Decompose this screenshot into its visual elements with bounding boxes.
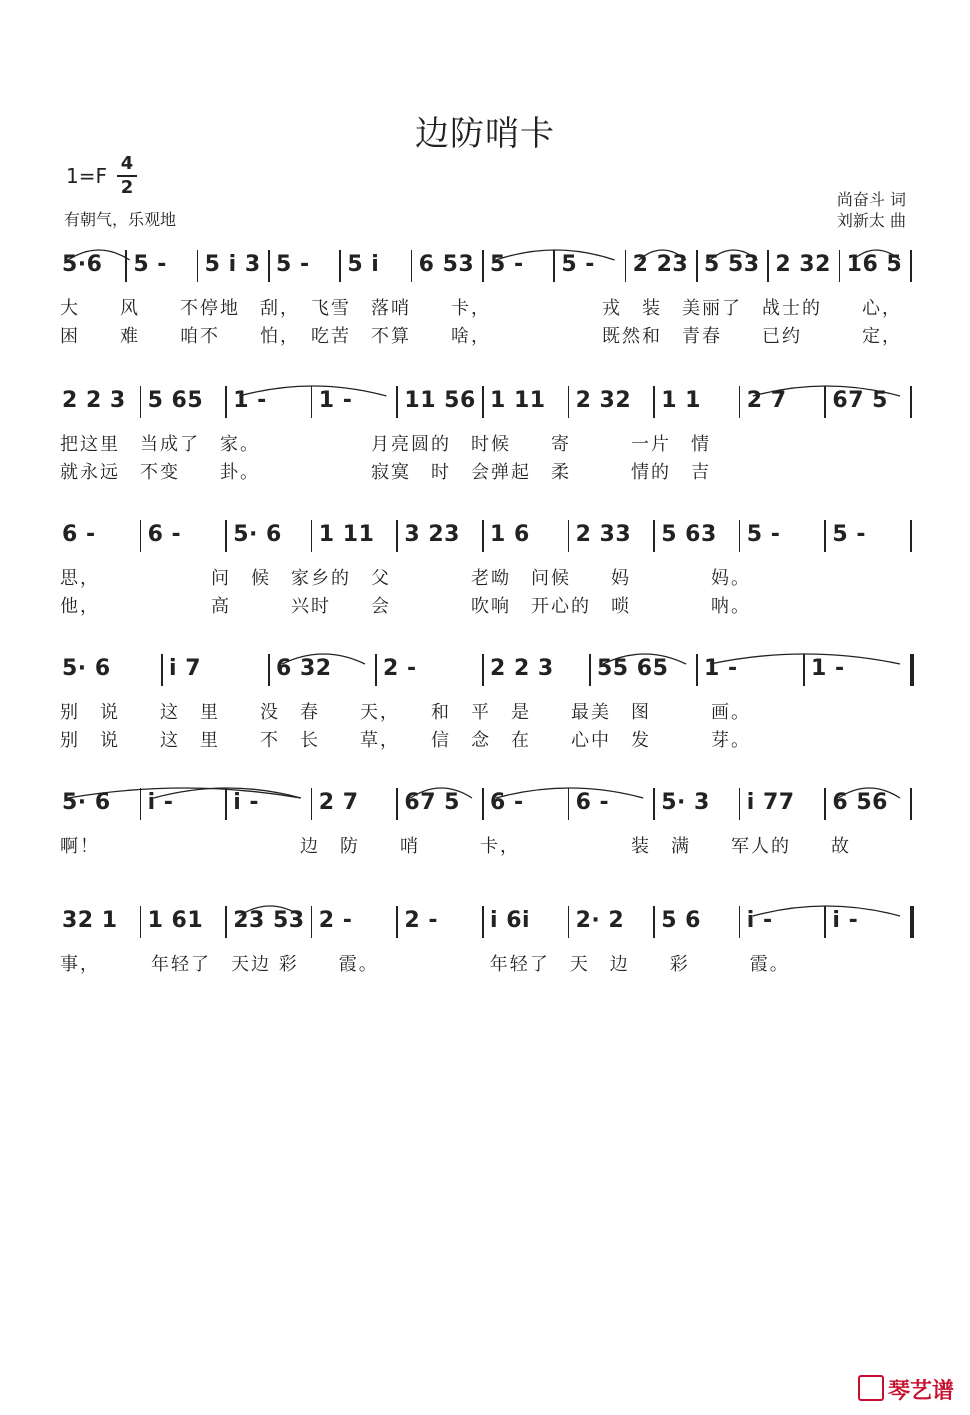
measure-notes: 5 - bbox=[561, 252, 595, 277]
measure-notes: 23 53 bbox=[233, 908, 305, 933]
lyric-line-2: 就永远 不变 卦。 寂寞 时 会弹起 柔 情的 吉 bbox=[60, 462, 711, 483]
measure-notes: 67 5 bbox=[832, 388, 888, 413]
barline bbox=[396, 386, 398, 418]
lyric-line-1: 思， 问 候 家乡的 父 老呦 问候 妈 妈。 bbox=[60, 568, 751, 589]
measure-notes: 2 - bbox=[404, 908, 438, 933]
measure-notes: 6 - bbox=[490, 790, 524, 815]
barline bbox=[824, 386, 826, 418]
lyric-line-1: 别 说 这 里 没 春 天， 和 平 是 最美 图 画。 bbox=[60, 702, 751, 723]
barline bbox=[739, 906, 741, 938]
key-signature: 1=F bbox=[66, 164, 107, 188]
final-barline bbox=[910, 654, 914, 686]
barline bbox=[482, 788, 484, 820]
measure-notes: 5 - bbox=[276, 252, 310, 277]
barline bbox=[375, 654, 377, 686]
measure-notes: 5 - bbox=[746, 522, 781, 547]
barline bbox=[824, 520, 826, 552]
barline bbox=[767, 250, 769, 282]
measure-notes: i - bbox=[746, 908, 773, 933]
barline bbox=[268, 250, 270, 282]
barline bbox=[739, 386, 741, 418]
final-barline bbox=[910, 906, 914, 938]
score-title: 边防哨卡 bbox=[415, 114, 555, 154]
barline bbox=[225, 906, 227, 938]
barline bbox=[696, 654, 698, 686]
score-system bbox=[58, 790, 914, 857]
lyric-line-1: 啊！ 边 防 哨 卡， 装 满 军人的 故 bbox=[60, 836, 851, 857]
barline bbox=[739, 520, 741, 552]
measure-notes: 5· 3 bbox=[661, 790, 710, 815]
measure-notes: 5· 6 bbox=[233, 522, 282, 547]
barline bbox=[197, 250, 199, 282]
measure-notes: i - bbox=[147, 790, 174, 815]
score-system bbox=[58, 908, 914, 975]
measure-notes: 5 53 bbox=[704, 252, 760, 277]
barline bbox=[653, 386, 655, 418]
measure-notes: i - bbox=[233, 790, 260, 815]
barline bbox=[568, 788, 570, 820]
measure-notes: 1 11 bbox=[318, 522, 375, 547]
measure-notes: 5· 6 bbox=[62, 790, 111, 815]
barline bbox=[482, 520, 484, 552]
barline bbox=[311, 386, 313, 418]
score-system bbox=[58, 656, 914, 751]
measure-notes: 2 33 bbox=[575, 522, 632, 547]
barline bbox=[910, 386, 912, 418]
measure-notes: 55 65 bbox=[597, 656, 669, 681]
site-logo: 琴艺谱 bbox=[858, 1374, 954, 1405]
barline bbox=[739, 788, 741, 820]
lyric-line-2: 困 难 咱不 怕， 吃苦 不算 啥， 既然和 青春 已约 定， bbox=[60, 326, 902, 347]
measure-notes: 1 1 bbox=[661, 388, 701, 413]
composer-credit: 刘新太 曲 bbox=[836, 211, 906, 230]
measure-notes: 1 61 bbox=[147, 908, 204, 933]
measure-notes: 6 53 bbox=[418, 252, 475, 277]
barline bbox=[553, 250, 555, 282]
lyric-line-2: 别 说 这 里 不 长 草， 信 念 在 心中 发 芽。 bbox=[60, 730, 751, 751]
measure-notes: 5 6 bbox=[661, 908, 701, 933]
measure-notes: 2 32 bbox=[775, 252, 831, 277]
measure-notes: 5 i 3 bbox=[204, 252, 261, 277]
measure-notes: 5 - bbox=[832, 522, 866, 547]
barline bbox=[910, 250, 912, 282]
barline bbox=[839, 250, 841, 282]
barline bbox=[910, 788, 912, 820]
measure-notes: 6 56 bbox=[832, 790, 888, 815]
lyric-line-1: 事， 年轻了 天边 彩 霞。 年轻了 天 边 彩 霞。 bbox=[60, 954, 790, 975]
score-system bbox=[58, 252, 914, 347]
measure-notes: 5· 6 bbox=[62, 656, 111, 681]
measure-notes: i 7 bbox=[169, 656, 202, 681]
barline bbox=[140, 788, 142, 820]
measure-notes: 16 5 bbox=[846, 252, 903, 277]
barline bbox=[482, 250, 484, 282]
measure-notes: 6 - bbox=[575, 790, 610, 815]
lyric-line-1: 把这里 当成了 家。 月亮圆的 时候 寄 一片 情 bbox=[60, 434, 711, 455]
barline bbox=[311, 906, 313, 938]
barline bbox=[568, 906, 570, 938]
time-bottom: 2 bbox=[120, 177, 134, 198]
barline bbox=[653, 520, 655, 552]
measure-notes: 67 5 bbox=[404, 790, 460, 815]
slur-arc bbox=[710, 654, 900, 664]
measure-notes: 5 - bbox=[133, 252, 167, 277]
barline bbox=[339, 250, 341, 282]
barline bbox=[311, 788, 313, 820]
barline bbox=[396, 520, 398, 552]
measure-notes: 2 32 bbox=[575, 388, 632, 413]
measure-notes: 5 - bbox=[490, 252, 524, 277]
slur-marks bbox=[58, 506, 914, 536]
measure-notes: 1 - bbox=[704, 656, 738, 681]
barline bbox=[396, 788, 398, 820]
time-top: 4 bbox=[120, 153, 134, 174]
lyricist-credit: 尚奋斗 词 bbox=[836, 190, 906, 209]
barline bbox=[225, 788, 227, 820]
measure-notes: 2 23 bbox=[632, 252, 689, 277]
barline bbox=[824, 788, 826, 820]
barline bbox=[803, 654, 805, 686]
barline bbox=[482, 654, 484, 686]
barline bbox=[568, 520, 570, 552]
measure-notes: 11 56 bbox=[404, 388, 476, 413]
measure-notes: 1 6 bbox=[490, 522, 530, 547]
measure-notes: 1 - bbox=[318, 388, 353, 413]
measure-notes: 2 2 3 bbox=[490, 656, 554, 681]
measure-notes: 5 i bbox=[347, 252, 380, 277]
measure-notes: i 77 bbox=[746, 790, 795, 815]
measure-notes: 2 7 bbox=[318, 790, 359, 815]
barline bbox=[311, 520, 313, 552]
barline bbox=[411, 250, 413, 282]
barline bbox=[268, 654, 270, 686]
barline bbox=[396, 906, 398, 938]
measure-notes: 6 - bbox=[62, 522, 96, 547]
barline bbox=[140, 520, 142, 552]
barline bbox=[225, 520, 227, 552]
tempo-marking: 有朝气，乐观地 bbox=[64, 210, 177, 229]
slur-arc bbox=[753, 906, 900, 916]
barline bbox=[482, 386, 484, 418]
measure-notes: 2· 2 bbox=[575, 908, 625, 933]
barline bbox=[653, 788, 655, 820]
measure-notes: 2 - bbox=[318, 908, 353, 933]
measure-notes: i 6i bbox=[490, 908, 531, 933]
barline bbox=[225, 386, 227, 418]
time-signature bbox=[117, 154, 137, 198]
lyric-line-1: 大 风 不停地 刮， 飞雪 落哨 卡， 戎 装 美丽了 战士的 心， bbox=[60, 298, 902, 319]
score-system bbox=[58, 522, 914, 617]
measure-notes: i - bbox=[832, 908, 859, 933]
barline bbox=[568, 386, 570, 418]
barline bbox=[482, 906, 484, 938]
slur-arc bbox=[154, 788, 301, 798]
measure-notes: 3 23 bbox=[404, 522, 460, 547]
barline bbox=[824, 906, 826, 938]
measure-notes: 1 - bbox=[233, 388, 267, 413]
score-system bbox=[58, 388, 914, 483]
barline bbox=[125, 250, 127, 282]
measure-notes: 6 - bbox=[147, 522, 182, 547]
barline bbox=[140, 906, 142, 938]
barline bbox=[696, 250, 698, 282]
measure-notes: 2 2 3 bbox=[62, 388, 126, 413]
measure-notes: 2 7 bbox=[746, 388, 787, 413]
measure-notes: 1 11 bbox=[490, 388, 546, 413]
barline bbox=[161, 654, 163, 686]
barline bbox=[589, 654, 591, 686]
measure-notes: 5·6 bbox=[62, 252, 103, 277]
barline bbox=[910, 520, 912, 552]
barline bbox=[625, 250, 627, 282]
measure-notes: 2 - bbox=[383, 656, 417, 681]
measure-notes: 32 1 bbox=[62, 908, 118, 933]
lyric-line-2: 他， 高 兴时 会 吹响 开心的 唢 呐。 bbox=[60, 596, 751, 617]
barline bbox=[653, 906, 655, 938]
barline bbox=[140, 386, 142, 418]
measure-notes: 1 - bbox=[811, 656, 845, 681]
measure-notes: 5 65 bbox=[147, 388, 204, 413]
measure-notes: 5 63 bbox=[661, 522, 717, 547]
measure-notes: 6 32 bbox=[276, 656, 332, 681]
